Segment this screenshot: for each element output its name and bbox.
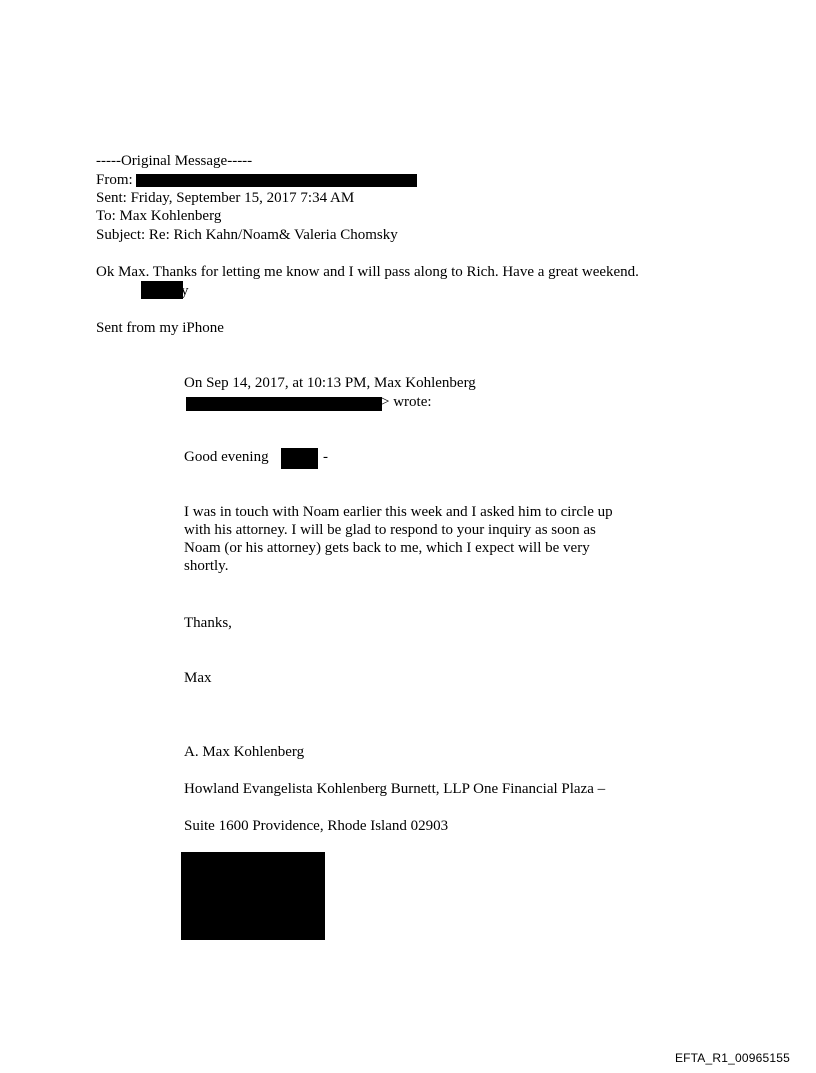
redaction-block xyxy=(181,852,325,940)
quoted-paragraph: I was in touch with Noam earlier this week and I asked him to circle up with his attorney. I will be glad to respond to your inquiry as soon as Noam (or his attorney) gets back to me, which I expect will be very shortly. xyxy=(184,504,613,574)
signature-firm: Howland Evangelista Kohlenberg Burnett, LLP One Financial Plaza – xyxy=(184,781,606,797)
redaction-signature xyxy=(141,281,183,299)
redaction-greeting-name xyxy=(281,448,318,469)
redaction-from-address xyxy=(136,174,417,187)
quoted-thanks: Thanks, xyxy=(184,615,232,631)
reply-body: Ok Max. Thanks for letting me know and I will pass along to Rich. Have a great weekend. xyxy=(96,264,639,280)
quoted-name: Max xyxy=(184,670,212,686)
sent-line: Sent: Friday, September 15, 2017 7:34 AM xyxy=(96,190,355,206)
redaction-sender-email xyxy=(186,397,382,411)
quoted-attribution: On Sep 14, 2017, at 10:13 PM, Max Kohlenberg xyxy=(184,375,476,391)
subject-line: Subject: Re: Rich Kahn/Noam& Valeria Chomsky xyxy=(96,227,398,243)
document-id: EFTA_R1_00965155 xyxy=(674,1051,790,1065)
quoted-greeting-dash: - xyxy=(323,449,328,465)
quoted-attribution-wrote: > wrote: xyxy=(381,394,432,410)
quoted-greeting: Good evening xyxy=(184,449,269,465)
to-line: To: Max Kohlenberg xyxy=(96,208,222,224)
signature-name: A. Max Kohlenberg xyxy=(184,744,305,760)
signature-address: Suite 1600 Providence, Rhode Island 02903 xyxy=(184,818,449,834)
sent-from-line: Sent from my iPhone xyxy=(96,320,224,336)
from-label: From: xyxy=(96,172,133,188)
original-message-divider: -----Original Message----- xyxy=(96,153,253,169)
signature-fragment: y xyxy=(181,283,189,299)
